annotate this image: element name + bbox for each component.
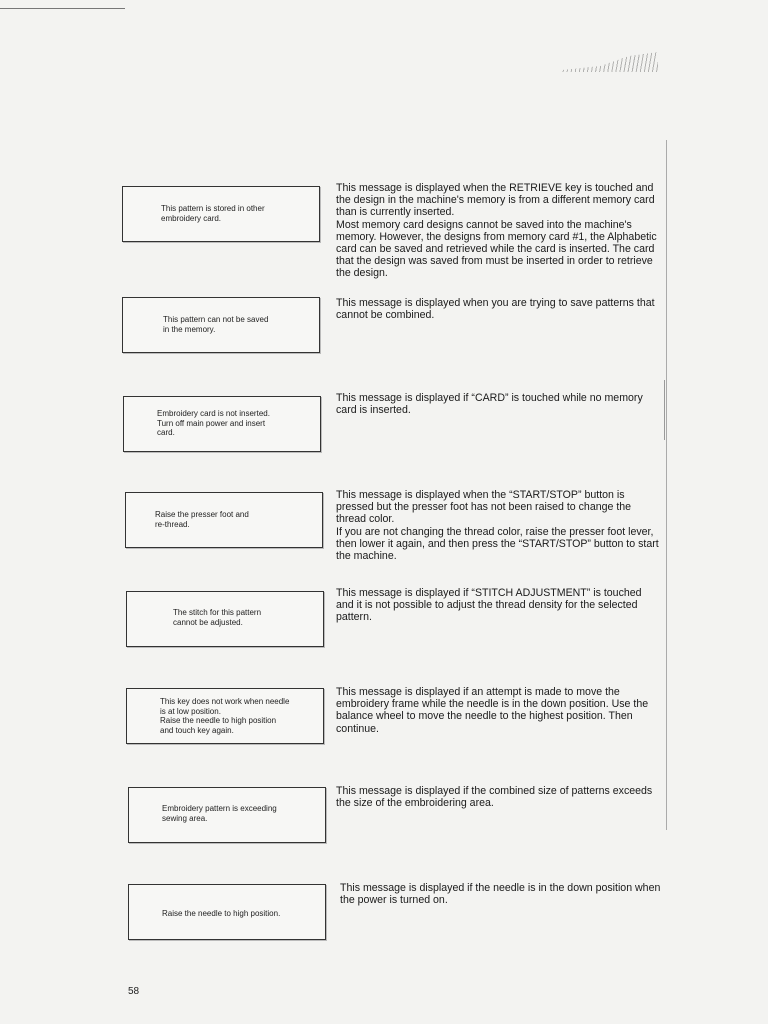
- message-description-stitch-not-adjustable: [336, 587, 660, 624]
- message-description-exceeding-area: [336, 785, 660, 809]
- description-paragraph: This message is displayed if the needle is in the down position when the power is turned on.: [340, 882, 661, 907]
- message-box-text: The stitch for this pattern cannot be adjusted.: [173, 608, 262, 627]
- message-box-raise-needle: [128, 884, 326, 940]
- description-paragraph: This message is displayed if an attempt is made to move the embroidery frame while the needle is in the down position. Use the balance wheel to move the needle to the highest position. Then continue.: [336, 686, 649, 735]
- description-paragraph: This message is displayed if “CARD” is touched while no memory card is inserted.: [336, 392, 643, 417]
- message-box-text: This key does not work when needle is at low position. Raise the needle to high position and touch key again.: [160, 697, 290, 735]
- message-box-text: Embroidery pattern is exceeding sewing area.: [162, 804, 277, 823]
- message-box-text: Raise the needle to high position.: [162, 909, 281, 918]
- description-paragraph: Most memory card designs cannot be saved into the machine's memory. However, the designs from memory card #1, the Alphabetic card can be saved and retrieved while the card is inserted. The card that the design was saved from must be inserted in order to retrieve the design.: [336, 218, 657, 280]
- message-description-cannot-save: [336, 297, 660, 321]
- top-rule: [0, 8, 125, 9]
- message-box-text: Raise the presser foot and re-thread.: [155, 510, 249, 529]
- message-box-text: This pattern can not be saved in the memory.: [163, 315, 269, 334]
- description-paragraph: If you are not changing the thread color, raise the presser foot lever, then lower it again, and then press the “START/STOP” button to start the machine.: [336, 525, 659, 563]
- message-description-raise-needle: [340, 882, 664, 906]
- page-number: 58: [128, 986, 140, 997]
- message-box-other-card: [122, 186, 320, 242]
- message-box-card-not-inserted: [123, 396, 321, 452]
- message-box-stitch-not-adjustable: [126, 591, 324, 647]
- description-paragraph: This message is displayed when the RETRIEVE key is touched and the design in the machine's memory is from a different memory card than is currently inserted.: [336, 182, 655, 219]
- description-paragraph: This message is displayed if the combined size of patterns exceeds the size of the embroidering area.: [336, 785, 653, 810]
- page-edge-line: [666, 140, 667, 830]
- message-box-text: This pattern is stored in other embroidery card.: [161, 204, 265, 223]
- description-paragraph: This message is displayed when you are trying to save patterns that cannot be combined.: [336, 297, 655, 322]
- message-description-other-card: [336, 182, 660, 280]
- page-edge-mark: [664, 380, 665, 440]
- message-description-card-not-inserted: [336, 392, 660, 416]
- message-description-key-not-working: [336, 686, 660, 735]
- scan-smudge: [562, 52, 658, 72]
- message-box-text: Embroidery card is not inserted. Turn off main power and insert card.: [157, 409, 270, 437]
- message-box-raise-presser-foot: [125, 492, 323, 548]
- message-box-key-not-working: [126, 688, 324, 744]
- description-paragraph: This message is displayed when the “START/STOP” button is pressed but the presser foot has not been raised to change the thread color.: [336, 489, 632, 526]
- message-box-exceeding-area: [128, 787, 326, 843]
- description-paragraph: This message is displayed if “STITCH ADJUSTMENT” is touched and it is not possible to adjust the thread density for the selected pattern.: [336, 587, 642, 624]
- message-description-raise-presser-foot: [336, 489, 660, 562]
- message-box-cannot-save: [122, 297, 320, 353]
